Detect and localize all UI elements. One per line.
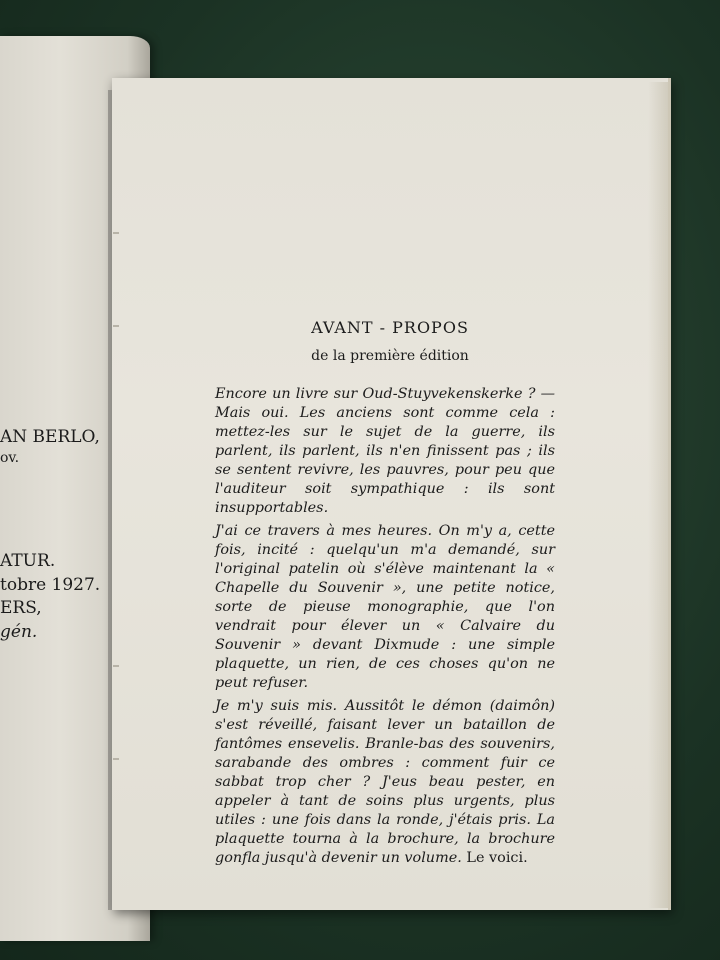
binding-stitch [113,758,119,760]
closing-text: Le voici. [466,850,528,866]
body-text [215,385,555,872]
binding-stitch [113,232,119,234]
paragraph-2: J'ai ce travers à mes heures. On m'y a, cette fois, incité : quelqu'un m'a demandé, sur l'original patelin où s'élève maintenant la « Chapelle du Souvenir », une petite notice, sorte de pieuse monographie, que l'on vendrait pour élever un « Calvaire du Souvenir » devant Dixmude : une simple plaquette, un rien, de ces choses qu'on ne peut refuser. [215,523,555,691]
left-page-line-2: ov. [0,450,20,466]
paragraph-1: Encore un livre sur Oud-Stuyvekenskerke ? — Mais oui. Les anciens sont comme cela : mettez-les sur le sujet de la guerre, ils parlent, ils parlent, ils n'en finissent pas ; ils se sentent revivre, les pauvres, pour peu que l'auditeur soit sympathique : ils sont insupportables. [215,386,555,516]
paragraph-3-text: Je m'y suis mis. Aussitôt le démon (daimôn) s'est réveillé, faisant lever un bataillon de fantômes ensevelis. Branle-bas des souvenirs, sarabande des ombres : comment fuir ce sabbat trop cher ? J'eus beau pester, en appeler à tant de soins plus urgents, plus utiles : une fois dans la ronde, j'étais pris. La plaquette tourna à la brochure, la brochure gonfla jusqu'à devenir un volume. [215,698,555,866]
page-edge [648,82,668,908]
binding-stitch [113,665,119,667]
page-title: AVANT - PROPOS [311,318,469,337]
left-page-line-3: ATUR. [0,551,56,571]
left-page-line-4: tobre 1927. [0,575,101,595]
left-page-line-6: gén. [0,622,38,642]
paragraph-3 [215,697,555,868]
left-page-line-5: ERS, [0,598,42,618]
left-page-line-1: AN BERLO, [0,427,100,447]
page-subtitle: de la première édition [311,348,469,364]
